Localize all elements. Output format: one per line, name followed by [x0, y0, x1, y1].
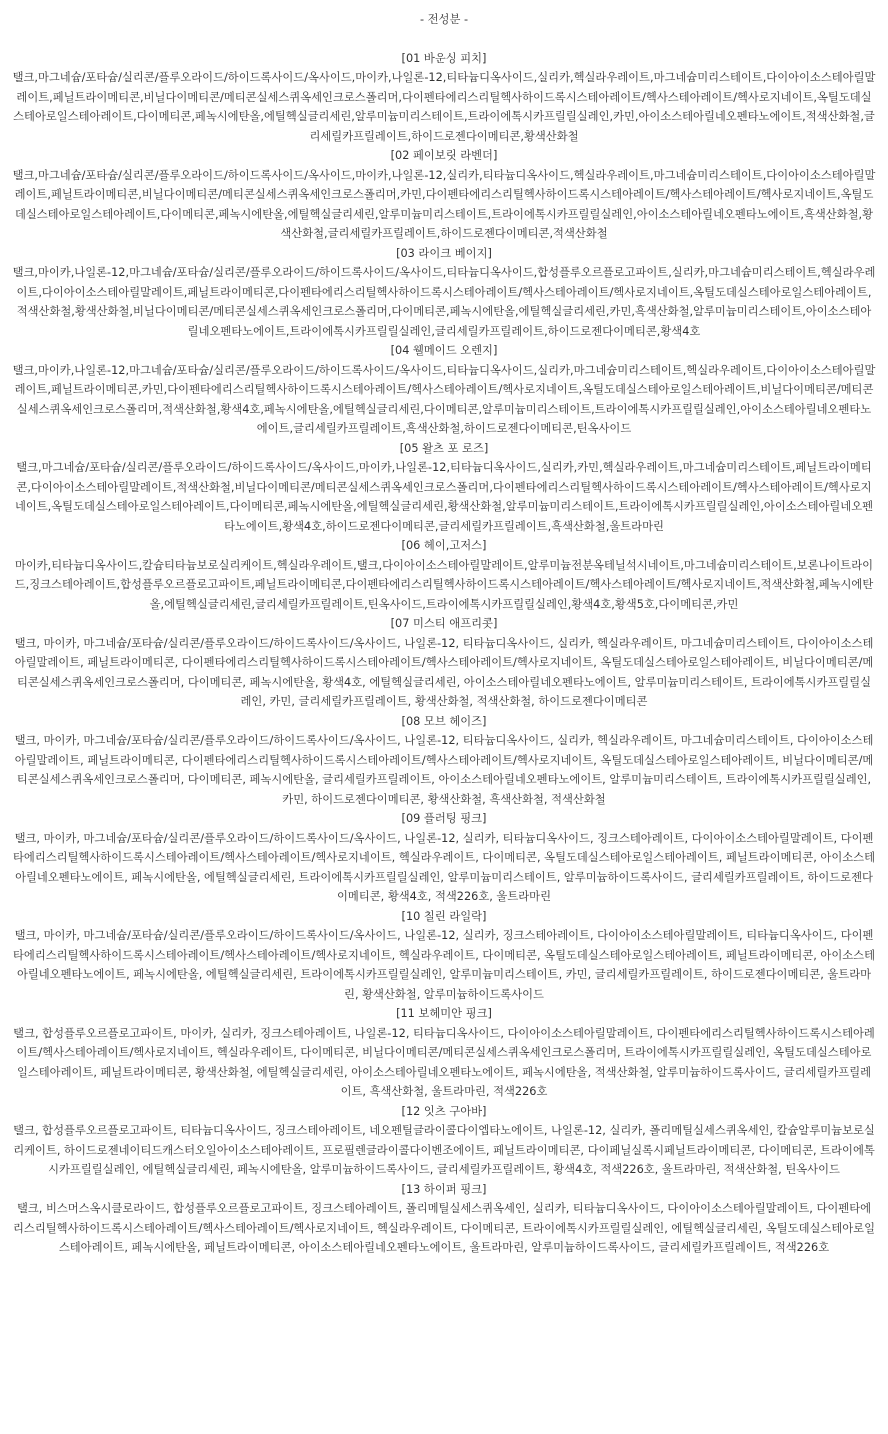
shade-name: [05 왈츠 포 로즈]: [399, 441, 489, 455]
shade-ingredients: 탤크,마그네슘/포타슘/실리콘/플루오라이드/하이드록사이드/옥사이드,마이카,나일론-12,티타늄디옥사이드,실리카,헥실라우레이트,마그네슘미리스테이트,다이아이소스테아릴말레이트,페닐트라이메티콘,비닐다이메티콘/메티콘실세스퀴옥세인크로스폴리머,다이펜타에리스리틸헥사하이드록시스테아레이트/헥사스테아레이트/헥사로지네이트,옥틸도데실스테아로일스테아레이트,다이메티콘,페녹시에탄올,에틸헥실글리세린,알루미늄미리스테이트,트라이에톡시카프릴릴실레인,카민,아이소스테아릴네오펜타노에이트,적색산화철,글리세릴카프릴레이트,하이드로젠다이메티콘,황색산화철: [12, 71, 876, 143]
shade-12: [12, 1102, 876, 1180]
shade-name: [07 미스티 애프리콧]: [390, 617, 498, 630]
shade-name: [02 페이보릿 라벤더]: [390, 149, 498, 162]
shade-ingredients: 탤크,마이카,나일론-12,마그네슘/포타슘/실리콘/플루오라이드/하이드록사이드/옥사이드,티타늄디옥사이드,실리카,마그네슘미리스테이트,헥실라우레이트,다이아이소스테아릴말레이트,페닐트라이메티콘,카민,다이펜타에리스리틸헥사하이드록시스테아레이트/헥사스테아레이트/헥사로지네이트,옥틸도데실스테아로일스테아레이트,비닐다이메티콘/메티콘실세스퀴옥세인크로스폴리머,적색산화철,황색4호,페녹시에탄올,에틸헥실글리세린,다이메티콘,알루미늄미리스테이트,트라이에톡시카프릴릴실레인,아이소스테아릴네오펜타노에이트,글리세릴카프릴레이트,흑색산화철,하이드로젠다이메티콘,틴옥사이드: [12, 363, 876, 435]
shade-08: [12, 712, 876, 810]
shade-name: [10 칠린 라일락]: [401, 909, 487, 923]
shade-05: [12, 439, 876, 537]
shade-name: [11 보헤미안 핑크]: [396, 1007, 492, 1020]
shade-ingredients: 탤크, 합성플루오르플로고파이트, 티타늄디옥사이드, 징크스테아레이트, 네오펜틸글라이콜다이엡타노에이트, 나일론-12, 실리카, 폴리메틸실세스퀴옥세인, 칼슘알루미늄보로실리케이트, 하이드로젠네이티드캐스터오일아이소스테아레이트, 프로필렌글라이콜다이벤조에이트, 페닐트라이메티콘, 다이페닐실록시페닐트라이메티콘, 다이메티콘, 트라이에톡시카프릴릴실레인, 에틸헥실글리세린, 페녹시에탄올, 알루미늄하이드록사이드, 글리세릴카프릴레이트, 황색4호, 적색226호, 울트라마린, 적색산화철, 틴옥사이드: [13, 1124, 875, 1176]
shade-ingredients: 탤크,마그네슘/포타슘/실리콘/플루오라이드/하이드록사이드/옥사이드,마이카,나일론-12,실리카,티타늄디옥사이드,헥실라우레이트,마그네슘미리스테이트,다이아이소스테아릴말레이트,페닐트라이메티콘,비닐다이메티콘/메티콘실세스퀴옥세인크로스폴리머,카민,다이펜타에리스리틸헥사하이드록시스테아레이트/헥사스테아레이트/헥사로지네이트,옥틸도데실스테아로일스테아레이트,다이메티콘,페녹시에탄올,에틸헥실글리세린,알루미늄미리스테이트,트라이에톡시카프릴릴실레인,아이소스테아릴네오펜타노에이트,흑색산화철,황색산화철,글리세릴카프릴레이트,하이드로젠다이메티콘,적색산화철: [12, 168, 876, 240]
shade-04: [12, 341, 876, 439]
shade-06: [12, 536, 876, 614]
shade-name: [12 잇츠 구아바]: [401, 1104, 487, 1118]
shade-name: [03 라이크 베이지]: [396, 246, 492, 260]
shade-11: [12, 1004, 876, 1102]
shade-name: [04 웰메이드 오렌지]: [390, 344, 498, 357]
page-title: - 전성분 -: [419, 13, 469, 26]
shade-02: [12, 146, 876, 244]
shade-name: [01 바운싱 피치]: [401, 51, 487, 65]
shade-name: [06 헤이,고저스]: [401, 539, 487, 552]
shade-ingredients: 마이카,티타늄디옥사이드,칼슘티타늄보로실리케이트,헥실라우레이트,탤크,다이아이소스테아릴말레이트,알루미늄전분옥테닐석시네이트,마그네슘미리스테이트,보론나이트라이드,징크스테아레이트,합성플루오르플로고파이트,페닐트라이메티콘,다이펜타에리스리틸헥사하이드록시스테아레이트/헥사스테아레이트/헥사로지네이트,적색산화철,페녹시에탄올,에틸헥실글리세린,글리세릴카프릴레이트,틴옥사이드,트라이에톡시카프릴릴실레인,황색4호,황색5호,다이메티콘,카민: [14, 558, 874, 611]
shade-ingredients: 탤크, 마이카, 마그네슘/포타슘/실리콘/플루오라이드/하이드록사이드/옥사이드, 나일론-12, 티타늄디옥사이드, 실리카, 헥실라우레이트, 마그네슘미리스테이트, 다이아이소스테아릴말레이트, 페닐트라이메티콘, 다이펜타에리스리틸헥사하이드록시스테아레이트/헥사스테아레이트/헥사로지네이트, 옥틸도데실스테아로일스테아레이트, 비닐다이메티콘/메티콘실세스퀴옥세인크로스폴리머, 다이메티콘, 페녹시에탄올, 황색4호, 에틸헥실글리세린, 아이소스테아릴네오펜타노에이트, 알루미늄미리스테이트, 트라이에톡시카프릴릴실레인, 카민, 글리세릴카프릴레이트, 황색산화철, 적색산화철, 하이드로젠다이메티콘: [14, 636, 874, 708]
shade-09: [12, 809, 876, 907]
shade-ingredients: 탤크, 마이카, 마그네슘/포타슘/실리콘/플루오라이드/하이드록사이드/옥사이드, 나일론-12, 실리카, 징크스테아레이트, 다이아이소스테아릴말레이트, 티타늄디옥사이드, 다이펜타에리스리틸헥사하이드록시스테아레이트/헥사스테아레이트/헥사로지네이트, 헥실라우레이트, 다이메티콘, 옥틸도데실스테아로일스테아레이트, 페닐트라이메티콘, 아이소스테아릴네오펜타노에이트, 페녹시에탄올, 에틸헥실글리세린, 트라이에톡시카프릴릴실레인, 알루미늄미리스테이트, 카민, 글리세릴카프릴레이트, 하이드로젠다이메티콘, 울트라마린, 황색산화철, 알루미늄하이드록사이드: [13, 929, 875, 1001]
shade-ingredients: 탤크, 마이카, 마그네슘/포타슘/실리콘/플루오라이드/하이드록사이드/옥사이드, 나일론-12, 티타늄디옥사이드, 실리카, 헥실라우레이트, 마그네슘미리스테이트, 다이아이소스테아릴말레이트, 페닐트라이메티콘, 다이펜타에리스리틸헥사하이드록시스테아레이트/헥사스테아레이트/헥사로지네이트, 옥틸도데실스테아로일스테아레이트, 비닐다이메티콘/메티콘실세스퀴옥세인크로스폴리머, 다이메티콘, 페녹시에탄올, 글리세릴카프릴레이트, 아이소스테아릴네오펜타노에이트, 알루미늄미리스테이트, 트라이에톡시카프릴릴실레인, 카민, 하이드로젠다이메티콘, 황색산화철, 흑색산화철, 적색산화철: [14, 734, 874, 806]
shade-07: [12, 614, 876, 712]
shade-ingredients: 탤크,마이카,나일론-12,마그네슘/포타슘/실리콘/플루오라이드/하이드록사이드/옥사이드,티타늄디옥사이드,합성플루오르플로고파이트,실리카,마그네슘미리스테이트,헥실라우레이트,다이아이소스테아릴말레이트,페닐트라이메티콘,다이펜타에리스리틸헥사하이드록시스테아레이트/헥사스테아레이트/헥사로지네이트,옥틸도데실스테아로일스테아레이트,적색산화철,황색산화철,비닐다이메티콘/메티콘실세스퀴옥세인크로스폴리머,다이메티콘,페녹시에탄올,에틸헥실글리세린,카민,흑색산화철,알루미늄미리스테이트,아이소스테아릴네오펜타노에이트,트라이에톡시카프릴릴실레인,글리세릴카프릴레이트,하이드로젠다이메티콘,황색4호: [12, 266, 876, 338]
shade-name: [13 하이퍼 핑크]: [401, 1182, 487, 1196]
shade-name: [09 플러팅 핑크]: [401, 812, 487, 825]
shade-ingredients: 탤크, 합성플루오르플로고파이트, 마이카, 실리카, 징크스테아레이트, 나일론-12, 티타늄디옥사이드, 다이아이소스테아릴말레이트, 다이펜타에리스리틸헥사하이드록시스테아레이트/헥사스테아레이트/헥사로지네이트, 헥실라우레이트, 다이메티콘, 비닐다이메티콘/메티콘실세스퀴옥세인크로스폴리머, 트라이에톡시카프릴릴실레인, 옥틸도데실스테아로일스테아레이트, 페닐트라이메티콘, 황색산화철, 에틸헥실글리세린, 아이소스테아릴네오펜타노에이트, 페녹시에탄올, 적색산화철, 알루미늄하이드록사이드, 글리세릴카프릴레이트, 흑색산화철, 울트라마린, 적색226호: [13, 1026, 875, 1098]
shade-ingredients: 탤크, 비스머스옥시클로라이드, 합성플루오르플로고파이트, 징크스테아레이트, 폴리메틸실세스퀴옥세인, 실리카, 티타늄디옥사이드, 다이아이소스테아릴말레이트, 다이펜타에리스리틸헥사하이드록시스테아레이트/헥사스테아레이트/헥사로지네이트, 헥실라우레이트, 다이메티콘, 트라이에톡시카프릴릴실레인, 에틸헥실글리세린, 옥틸도데실스테아로일스테아레이트, 페녹시에탄올, 페닐트라이메티콘, 아이소스테아릴네오펜타노에이트, 울트라마린, 알루미늄하이드록사이드, 글리세릴카프릴레이트, 적색226호: [13, 1202, 875, 1254]
shade-10: [12, 907, 876, 1005]
shade-ingredients: 탤크,마그네슘/포타슘/실리콘/플루오라이드/하이드록사이드/옥사이드,마이카,나일론-12,티타늄디옥사이드,실리카,카민,헥실라우레이트,마그네슘미리스테이트,페닐트라이메티콘,다이아이소스테아릴말레이트,적색산화철,비닐다이메티콘/메티콘실세스퀴옥세인크로스폴리머,다이펜타에리스리틸헥사하이드록시스테아레이트/헥사스테아레이트/헥사로지네이트,옥틸도데실스테아로일스테아레이트,다이메티콘,페녹시에탄올,에틸헥실글리세린,황색산화철,알루미늄미리스테이트,트라이에톡시카프릴릴실레인,아이소스테아릴네오펜타노에이트,황색4호,하이드로젠다이메티콘,글리세릴카프릴레이트,흑색산화철,울트라마린: [14, 461, 874, 533]
shade-01: [12, 49, 876, 147]
shade-name: [08 모브 헤이즈]: [401, 714, 487, 728]
shade-ingredients: 탤크, 마이카, 마그네슘/포타슘/실리콘/플루오라이드/하이드록사이드/옥사이드, 나일론-12, 실리카, 티타늄디옥사이드, 징크스테아레이트, 다이아이소스테아릴말레이트, 다이펜타에리스리틸헥사하이드록시스테아레이트/헥사스테아레이트/헥사로지네이트, 헥실라우레이트, 다이메티콘, 옥틸도데실스테아로일스테아레이트, 페닐트라이메티콘, 아이소스테아릴네오펜타노에이트, 페녹시에탄올, 에틸헥실글리세린, 트라이에톡시카프릴릴실레인, 알루미늄미리스테이트, 알루미늄하이드록사이드, 글리세릴카프릴레이트, 하이드로젠다이메티콘, 황색4호, 적색226호, 울트라마린: [13, 831, 875, 903]
shade-13: [12, 1180, 876, 1258]
shade-03: [12, 244, 876, 342]
